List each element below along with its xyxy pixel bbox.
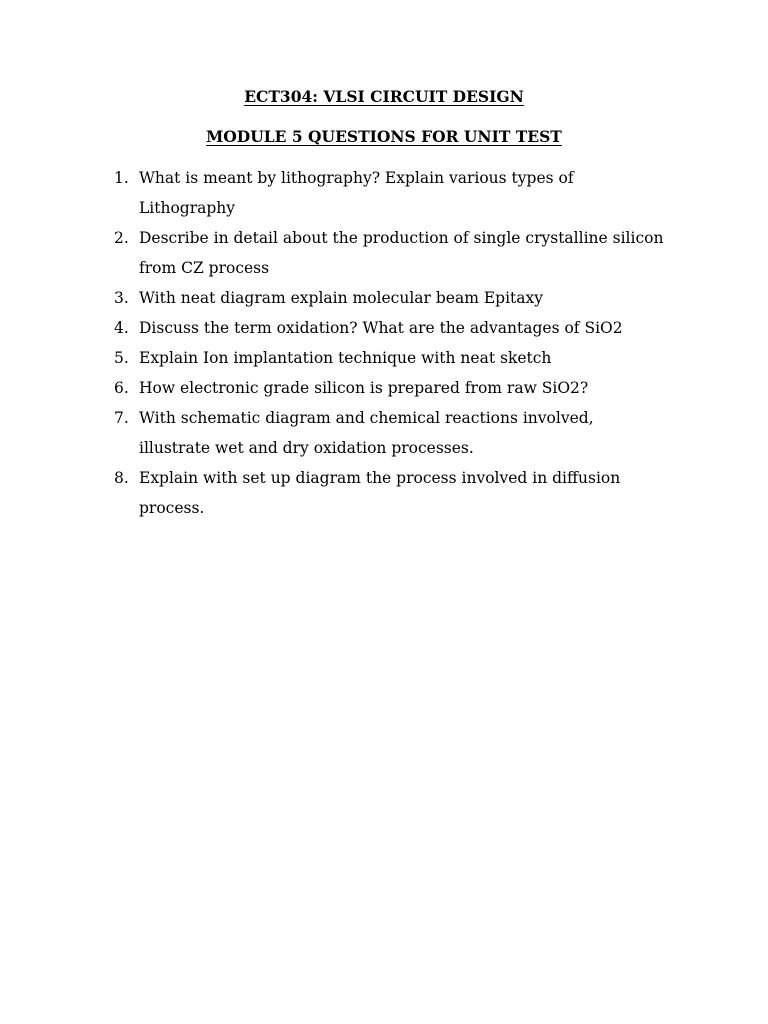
question-number: 8.: [114, 469, 129, 487]
question-number: 3.: [114, 289, 129, 307]
question-item: [0, 163, 768, 223]
question-number: 2.: [114, 229, 129, 247]
question-text: How electronic grade silicon is prepared from raw SiO2?: [139, 379, 589, 397]
question-number: 7.: [114, 409, 129, 427]
question-number: 5.: [114, 349, 129, 367]
question-item: [0, 223, 768, 283]
document-subtitle: MODULE 5 QUESTIONS FOR UNIT TEST: [206, 127, 562, 146]
question-list: [0, 163, 768, 523]
question-text: Explain Ion implantation technique with neat sketch: [139, 349, 552, 367]
document-title: ECT304: VLSI CIRCUIT DESIGN: [244, 87, 524, 106]
question-item: [0, 403, 768, 463]
question-item: [0, 463, 768, 523]
question-text: What is meant by lithography? Explain various types of Lithography: [139, 169, 574, 217]
question-text: Discuss the term oxidation? What are the advantages of SiO2: [139, 319, 623, 337]
question-item: [0, 373, 768, 403]
question-item: [0, 283, 768, 313]
question-text: Explain with set up diagram the process involved in diffusion process.: [139, 469, 621, 517]
question-number: 1.: [114, 169, 129, 187]
question-number: 6.: [114, 379, 129, 397]
question-text: Describe in detail about the production of single crystalline silicon from CZ process: [139, 229, 664, 277]
question-text: With neat diagram explain molecular beam Epitaxy: [139, 289, 544, 307]
question-number: 4.: [114, 319, 129, 337]
question-text: With schematic diagram and chemical reactions involved, illustrate wet and dry oxidation processes.: [139, 409, 594, 457]
question-item: [0, 343, 768, 373]
question-item: [0, 313, 768, 343]
